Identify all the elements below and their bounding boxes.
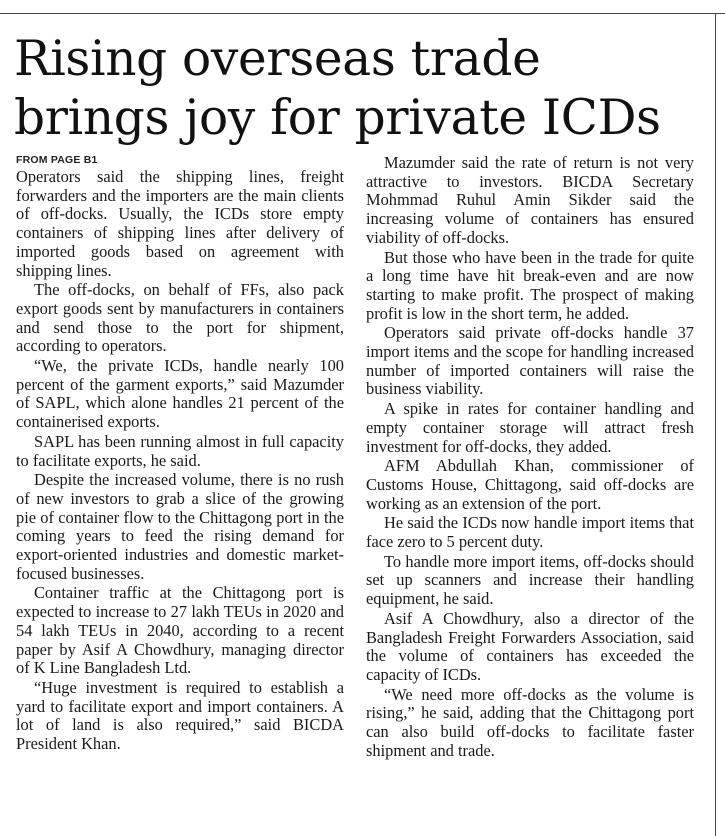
jump-label: FROM PAGE B1 [16, 154, 98, 166]
headline: Rising overseas trade brings joy for private ICDs [14, 31, 661, 146]
paragraph: A spike in rates for container handling and empty container storage will attract fresh investment for off-docks, they added. [366, 399, 694, 456]
column-left [16, 154, 344, 762]
paragraph: Operators said private off-docks handle 37 import items and the scope for handling increased number of imported containers will raise the business viability. [366, 323, 694, 399]
paragraph: Container traffic at the Chittagong port is expected to increase to 27 lakh TEUs in 2020 and 54 lakh TEUs in 2040, according to a recent paper by Asif A Chowdhury, managing director of K Line Bangladesh Ltd. [16, 583, 344, 678]
paragraph: AFM Abdullah Khan, commissioner of Customs House, Chittagong, said off-docks are working as an extension of the port. [366, 456, 694, 513]
paragraph: To handle more import items, off-docks should set up scanners and increase their handling equipment, he said. [366, 551, 694, 609]
column-rule [715, 14, 716, 836]
paragraph: He said the ICDs now handle import items that face zero to 5 percent duty. [366, 513, 694, 552]
paragraph: But those who have been in the trade for quite a long time have hit break-even and are now starting to make profit. The prospect of making profit is low in the short term, he added. [366, 247, 694, 323]
column-right [366, 154, 694, 762]
article-body [16, 154, 694, 762]
paragraph: SAPL has been running almost in full capacity to facilitate exports, he said. [16, 431, 344, 470]
paragraph: The off-docks, on behalf of FFs, also pack export goods sent by manufacturers in containers and send those to the port for shipment, according to operators. [16, 280, 344, 356]
paragraph: “We need more off-docks as the volume is rising,” he said, adding that the Chittagong port can also build off-docks to facilitate faster shipment and trade. [366, 684, 694, 760]
paragraph: Asif A Chowdhury, also a director of the Bangladesh Freight Forwarders Association, said the volume of containers has exceeded the capacity of ICDs. [366, 608, 694, 684]
paragraph: “Huge investment is required to establish a yard to facilitate export and import containers. A lot of land is also required,” said BICDA President Khan. [16, 677, 344, 754]
paragraph: Despite the increased volume, there is no rush of new investors to grab a slice of the growing pie of container flow to the Chittagong port in the coming years to feed the rising demand for export-oriented industries and domestic market-focused businesses. [16, 470, 344, 583]
paragraph: Operators said the shipping lines, freight forwarders and the importers are the main clients of off-docks. Usually, the ICDs store empty containers of shipping lines after delivery of imported goods based on agreement with shipping lines. [16, 167, 344, 280]
top-rule [0, 13, 725, 14]
paragraph: Mazumder said the rate of return is not very attractive to investors. BICDA Secretary Mohmmad Ruhul Amin Sikder said the increasing volume of containers has ensured viability of off-docks. [366, 153, 694, 247]
paragraph: “We, the private ICDs, handle nearly 100 percent of the garment exports,” said Mazumder of SAPL, which alone handles 21 percent of the containerised exports. [16, 356, 344, 432]
